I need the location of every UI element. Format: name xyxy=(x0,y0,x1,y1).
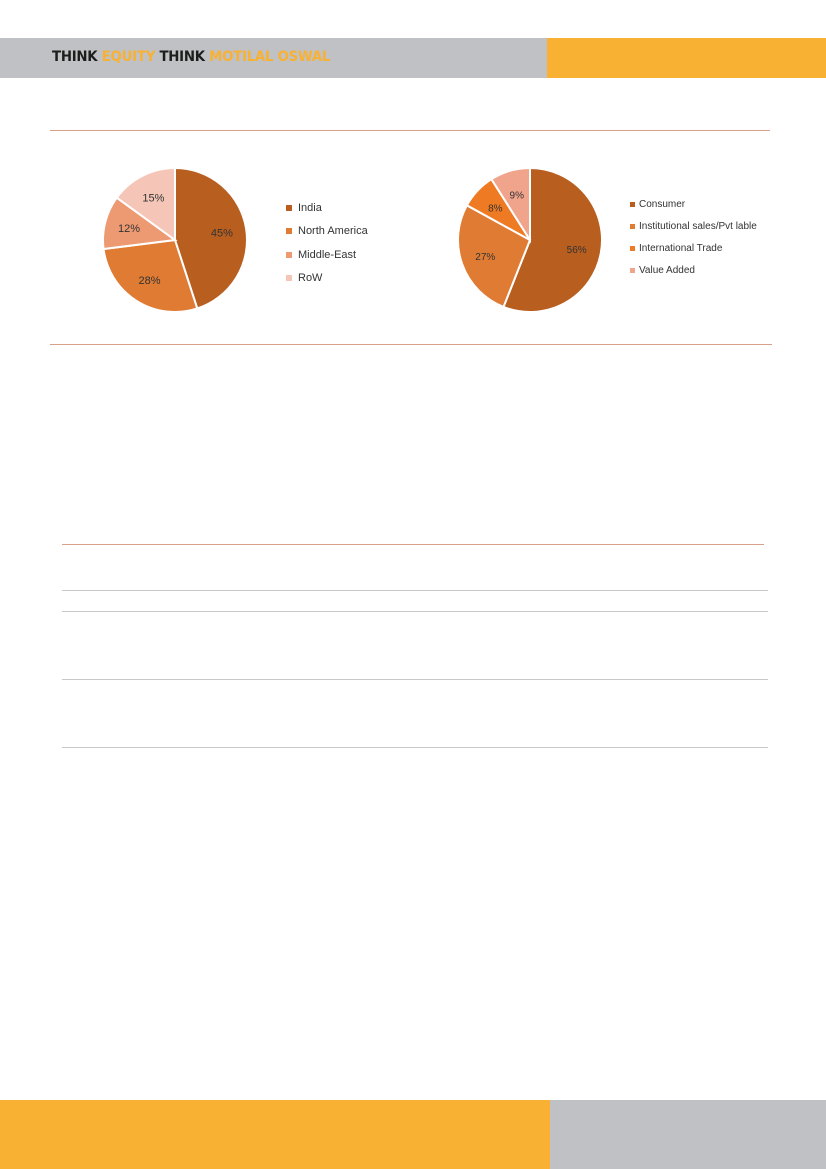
legend-label: North America xyxy=(298,225,368,238)
legend-swatch xyxy=(630,246,635,251)
chart-top-rule xyxy=(50,130,770,131)
legend-label: Value Added xyxy=(639,264,695,276)
legend-label: India xyxy=(298,201,322,214)
legend-label: Institutional sales/Pvt lable xyxy=(639,220,757,232)
pie-data-label: 56% xyxy=(566,244,587,256)
pie-data-label: 15% xyxy=(142,192,165,205)
legend-swatch xyxy=(286,275,292,281)
pie-chart-segment xyxy=(445,155,615,325)
brand-think-2: THINK xyxy=(155,49,210,65)
legend-item xyxy=(286,196,368,220)
pie-data-label: 8% xyxy=(488,203,503,215)
legend-item xyxy=(286,243,368,267)
legend-label: International Trade xyxy=(639,242,723,254)
legend-swatch xyxy=(630,224,635,229)
pie-data-label: 27% xyxy=(475,252,496,264)
pie-chart-region xyxy=(90,155,260,325)
brand-motilal-oswal: MOTILAL OSWAL xyxy=(209,49,331,65)
brand-equity: EQUITY xyxy=(101,49,156,65)
table-top-rule xyxy=(62,544,764,545)
legend-item xyxy=(630,193,757,215)
legend-label: RoW xyxy=(298,272,323,285)
footer-bar-orange xyxy=(0,1100,550,1169)
legend-swatch xyxy=(630,202,635,207)
brand-tagline xyxy=(52,49,330,65)
table-row-rule-1 xyxy=(62,611,768,612)
chart-bottom-rule xyxy=(50,344,772,345)
pie-data-label: 45% xyxy=(210,227,233,240)
legend-swatch xyxy=(286,252,292,258)
table-bottom-rule xyxy=(62,747,768,748)
table-row-rule-2 xyxy=(62,679,768,680)
pie-data-label: 9% xyxy=(509,190,524,202)
pie-data-label: 12% xyxy=(117,223,140,236)
legend-item xyxy=(286,267,368,291)
footer-bar-grey xyxy=(550,1100,826,1169)
legend-item xyxy=(630,215,757,237)
legend-region xyxy=(286,196,368,290)
legend-swatch xyxy=(286,228,292,234)
legend-swatch xyxy=(286,205,292,211)
legend-item xyxy=(630,259,757,281)
brand-think-1: THINK xyxy=(52,49,102,65)
legend-label: Consumer xyxy=(639,198,686,210)
table-header-rule xyxy=(62,590,768,591)
legend-segment xyxy=(630,193,757,281)
legend-item xyxy=(630,237,757,259)
legend-swatch xyxy=(630,268,635,273)
legend-label: Middle-East xyxy=(298,248,357,261)
legend-item xyxy=(286,220,368,244)
header-bar-orange xyxy=(547,38,826,78)
pie-data-label: 28% xyxy=(138,275,161,288)
